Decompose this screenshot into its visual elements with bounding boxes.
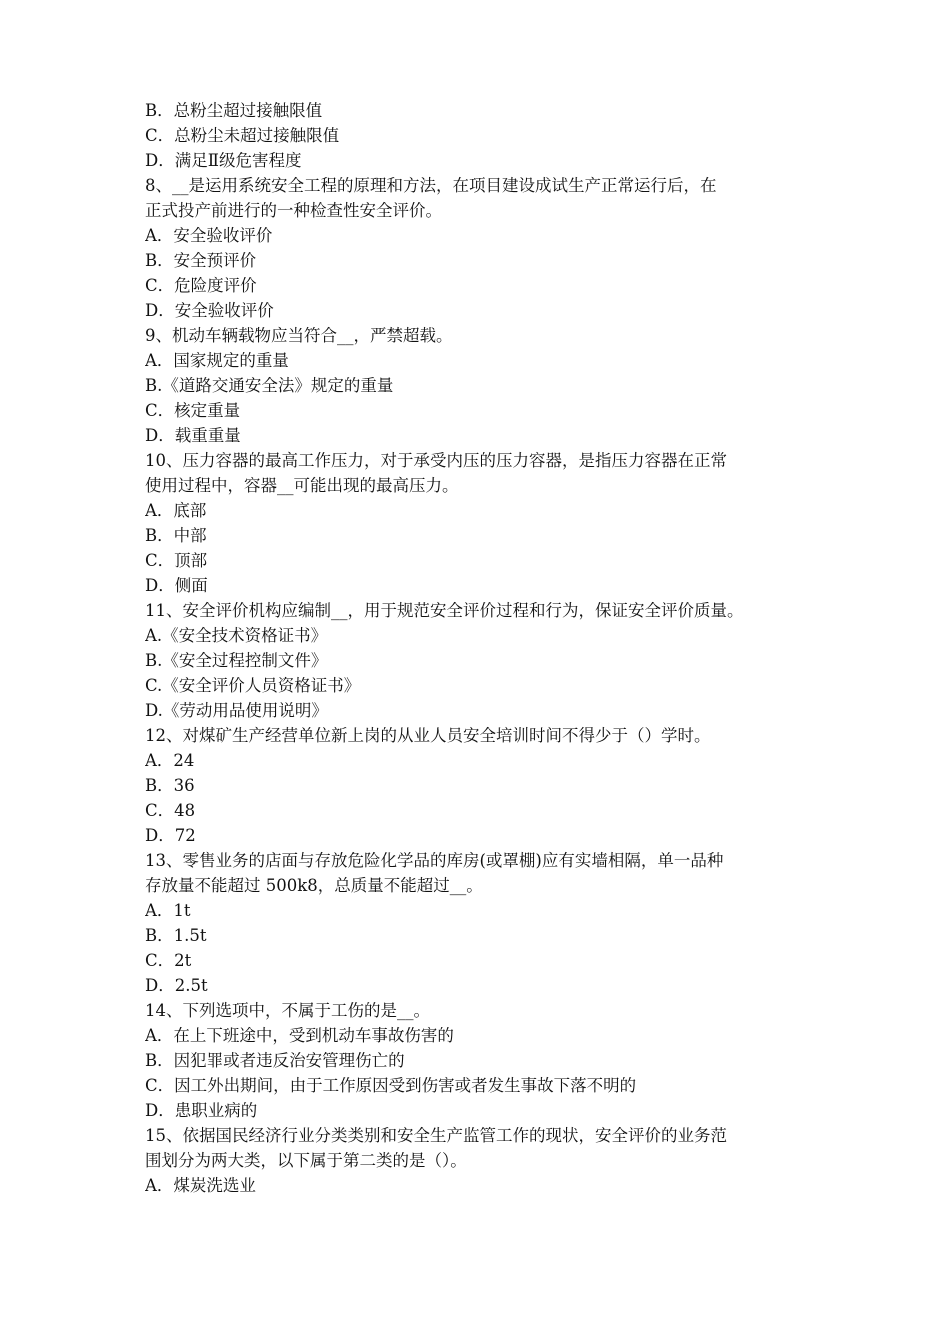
text-line: D.《劳动用品使用说明》 (145, 701, 328, 720)
text-line: B．中部 (145, 526, 207, 545)
text-line: C．核定重量 (145, 401, 241, 420)
text-line: C．2t (145, 951, 192, 970)
text-line: A．在上下班途中，受到机动车事故伤害的 (145, 1026, 454, 1045)
text-line: 12、对煤矿生产经营单位新上岗的从业人员安全培训时间不得少于（）学时。 (145, 726, 711, 745)
text-line: D．侧面 (145, 576, 208, 595)
text-line: B．安全预评价 (145, 251, 257, 270)
text-line: 11、安全评价机构应编制__，用于规范安全评价过程和行为，保证安全评价质量。 (145, 601, 744, 620)
text-line: C．因工外出期间，由于工作原因受到伤害或者发生事故下落不明的 (145, 1076, 637, 1095)
text-line: B．36 (145, 776, 195, 795)
text-line: B．因犯罪或者违反治安管理伤亡的 (145, 1051, 405, 1070)
text-line: 14、下列选项中，不属于工伤的是__。 (145, 1001, 430, 1020)
text-line: B.《道路交通安全法》规定的重量 (145, 376, 394, 395)
text-line: C.《安全评价人员资格证书》 (145, 676, 361, 695)
text-line: D．载重重量 (145, 426, 241, 445)
text-line: 9、机动车辆载物应当符合__，严禁超载。 (145, 326, 453, 345)
text-line: C．48 (145, 801, 196, 820)
text-line: A．底部 (145, 501, 207, 520)
text-line: B．1.5t (145, 926, 207, 945)
text-line: D．患职业病的 (145, 1101, 258, 1120)
text-line: C．危险度评价 (145, 276, 257, 295)
text-line: A.《安全技术资格证书》 (145, 626, 328, 645)
text-line: D．安全验收评价 (145, 301, 274, 320)
text-line: D．2.5t (145, 976, 208, 995)
text-line: C．顶部 (145, 551, 208, 570)
document-body (145, 98, 815, 1198)
text-line: D．满足Ⅱ级危害程度 (145, 151, 302, 170)
text-line: A．国家规定的重量 (145, 351, 289, 370)
text-line: C．总粉尘未超过接触限值 (145, 126, 340, 145)
text-line: 围划分为两大类，以下属于第二类的是（）。 (145, 1151, 467, 1170)
text-line: A．煤炭洗选业 (145, 1176, 256, 1195)
text-line: 8、__是运用系统安全工程的原理和方法，在项目建设成试生产正常运行后，在 (145, 176, 717, 195)
text-line: 使用过程中，容器__可能出现的最高压力。 (145, 476, 459, 495)
text-line: A．1t (145, 901, 191, 920)
text-line: 15、依据国民经济行业分类类别和安全生产监管工作的现状，安全评价的业务范 (145, 1126, 727, 1145)
text-line: A．安全验收评价 (145, 226, 273, 245)
text-line: A．24 (145, 751, 195, 770)
text-line: 13、零售业务的店面与存放危险化学品的库房(或罩棚)应有实墙相隔，单一品种 (145, 851, 724, 870)
text-line: 10、压力容器的最高工作压力，对于承受内压的压力容器，是指压力容器在正常 (145, 451, 727, 470)
text-line: B．总粉尘超过接触限值 (145, 101, 323, 120)
text-line: 正式投产前进行的一种检查性安全评价。 (145, 201, 442, 220)
text-line: B.《安全过程控制文件》 (145, 651, 328, 670)
text-line: 存放量不能超过 500k8，总质量不能超过__。 (145, 876, 483, 895)
text-line: D．72 (145, 826, 196, 845)
